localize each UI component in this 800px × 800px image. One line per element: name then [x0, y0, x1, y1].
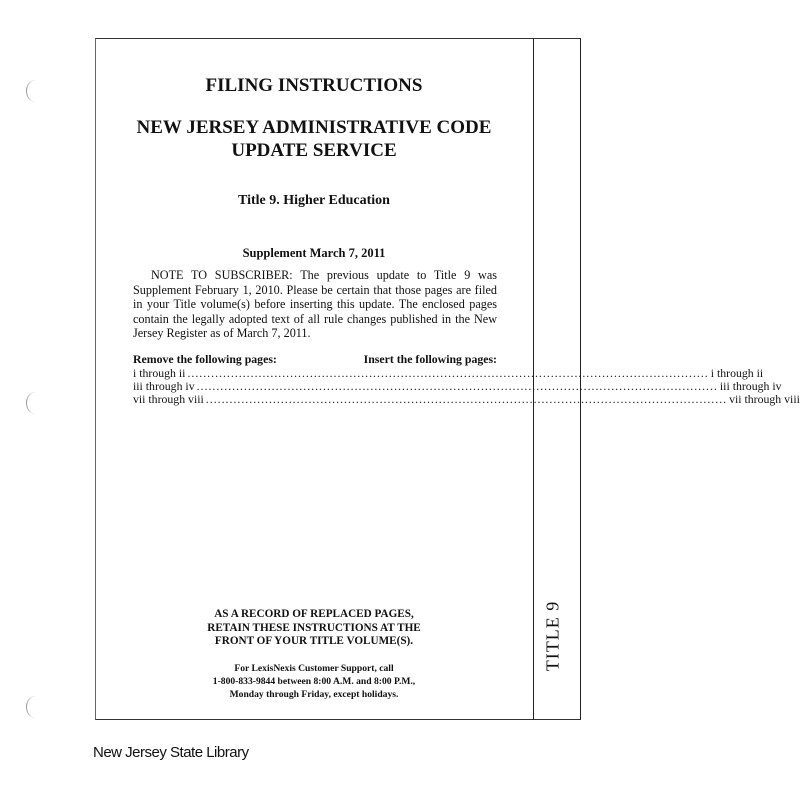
- retain-line: RETAIN THESE INSTRUCTIONS AT THE: [207, 621, 421, 634]
- page-table: [133, 352, 800, 406]
- page-row: [133, 392, 800, 406]
- insert-pages: vii through viii: [729, 392, 800, 406]
- leader-dots: ....................................................................................................................................: [196, 379, 718, 393]
- retain-line: AS A RECORD OF REPLACED PAGES,: [214, 608, 414, 620]
- remove-pages: iii through iv: [133, 379, 195, 393]
- leader-dots: ....................................................................................................................................: [187, 366, 709, 380]
- page-table-header: [133, 352, 497, 367]
- insert-header: Insert the following pages:: [363, 352, 497, 366]
- remove-pages: i through ii: [133, 366, 186, 380]
- customer-support: [95, 662, 533, 701]
- punch-hole-middle: [26, 392, 45, 414]
- insert-pages: i through ii: [710, 366, 764, 380]
- subheading-line-2: UPDATE SERVICE: [231, 140, 397, 161]
- insert-pages: iii through iv: [719, 379, 782, 393]
- library-footer: New Jersey State Library: [93, 744, 249, 761]
- retain-line: FRONT OF YOUR TITLE VOLUME(S).: [214, 635, 414, 647]
- leader-dots: ....................................................................................................................................: [205, 392, 728, 406]
- tab-label: TITLE 9: [542, 600, 563, 672]
- subscriber-note: NOTE TO SUBSCRIBER: The previous update to Title 9 was Supplement February 1, 2010. Please be certain that those pages are filed in your Title volume(s) before inserting this update. The enclosed pages contain the legally adopted text of all rule changes published in the New Jersey Register as of March 7, 2011.: [133, 268, 497, 340]
- punch-hole-top: [26, 80, 45, 102]
- support-line: For LexisNexis Customer Support, call: [234, 663, 394, 674]
- remove-header: Remove the following pages:: [133, 352, 277, 366]
- subheading: [95, 116, 533, 162]
- subheading-line-1: NEW JERSEY ADMINISTRATIVE CODE: [136, 117, 492, 138]
- title-line: Title 9. Higher Education: [238, 193, 390, 208]
- punch-hole-bottom: [26, 696, 45, 718]
- retain-instructions: [95, 608, 533, 649]
- supplement-line: Supplement March 7, 2011: [242, 246, 386, 260]
- remove-pages: vii through viii: [133, 392, 204, 406]
- support-line: Monday through Friday, except holidays.: [229, 689, 399, 700]
- heading: FILING INSTRUCTIONS: [205, 75, 423, 96]
- support-line: 1-800-833-9844 between 8:00 A.M. and 8:00 P.M.,: [212, 676, 416, 687]
